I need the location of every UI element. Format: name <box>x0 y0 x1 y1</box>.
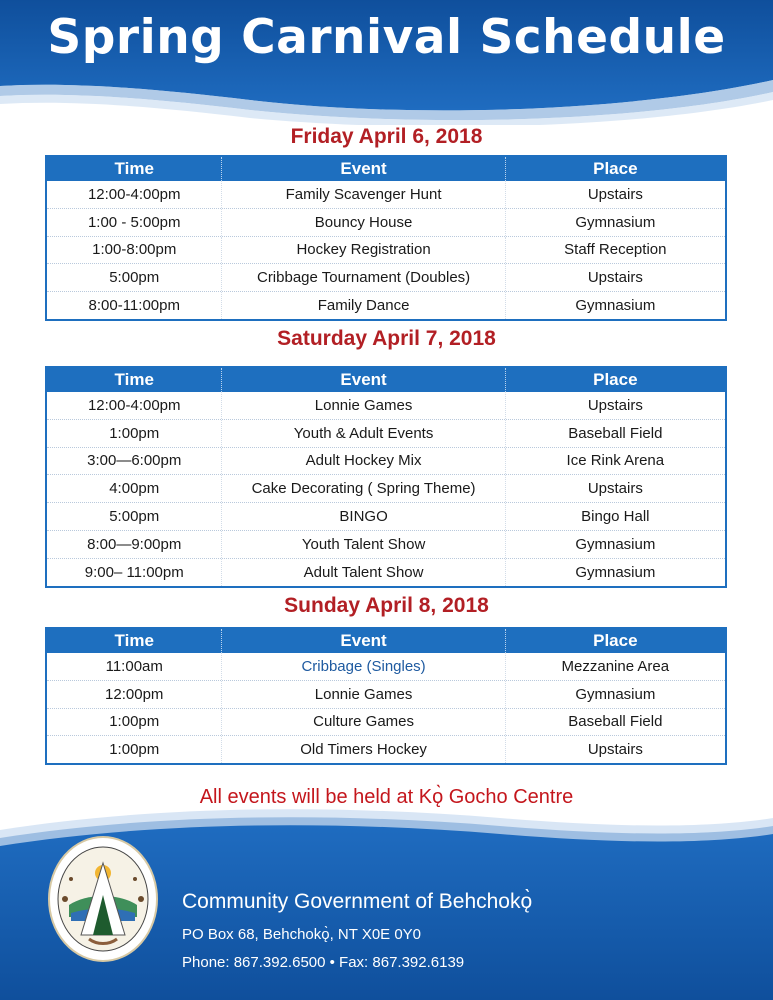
table-row <box>47 292 725 319</box>
cell-place: Upstairs <box>505 181 725 208</box>
cell-place: Gymnasium <box>505 531 725 558</box>
table-header <box>47 157 725 181</box>
table-row <box>47 503 725 531</box>
cell-time: 5:00pm <box>109 508 160 526</box>
cell-place: Gymnasium <box>505 681 725 708</box>
cell-time: 8:00-11:00pm <box>88 297 180 315</box>
venue-notice: All events will be held at Kǫ̀ Gocho Centre <box>199 786 574 808</box>
col-place: Place <box>505 157 725 181</box>
day-heading-saturday: Saturday April 7, 2018 <box>277 327 496 350</box>
table-row <box>47 653 725 681</box>
cell-time: 12:00-4:00pm <box>87 185 181 203</box>
cell-place: Baseball Field <box>505 709 725 736</box>
schedule-table-friday <box>45 155 727 321</box>
cell-place: Bingo Hall <box>505 503 725 530</box>
page-title: Spring Carnival Schedule <box>47 10 726 65</box>
community-logo-icon <box>47 835 159 963</box>
cell-time: 12:00pm <box>105 685 164 703</box>
cell-place: Ice Rink Arena <box>505 448 725 475</box>
col-event: Event <box>221 629 504 653</box>
cell-time: 4:00pm <box>109 480 160 498</box>
cell-time: 1:00pm <box>109 713 160 731</box>
cell-event: Youth Talent Show <box>221 531 504 558</box>
table-row <box>47 709 725 737</box>
table-row <box>47 681 725 709</box>
cell-time: 1:00 - 5:00pm <box>87 213 181 231</box>
col-time: Time <box>114 159 154 178</box>
cell-time: 1:00pm <box>109 741 160 759</box>
col-event: Event <box>221 368 504 392</box>
table-row <box>47 181 725 209</box>
cell-event: Adult Talent Show <box>221 559 504 586</box>
cell-event: Lonnie Games <box>221 392 504 419</box>
cell-event: BINGO <box>221 503 504 530</box>
cell-time: 12:00-4:00pm <box>87 396 181 414</box>
cell-event: Family Dance <box>221 292 504 319</box>
table-row <box>47 237 725 265</box>
col-time: Time <box>114 370 154 389</box>
table-row <box>47 531 725 559</box>
cell-time: 3:00—6:00pm <box>87 452 182 470</box>
cell-place: Upstairs <box>505 392 725 419</box>
header-banner <box>0 0 773 125</box>
cell-place: Upstairs <box>505 475 725 502</box>
cell-event: Youth & Adult Events <box>221 420 504 447</box>
cell-place: Staff Reception <box>505 237 725 264</box>
cell-place: Gymnasium <box>505 292 725 319</box>
cell-time: 1:00pm <box>109 424 160 442</box>
cell-event: Bouncy House <box>221 209 504 236</box>
cell-time: 9:00– 11:00pm <box>84 563 184 581</box>
col-event: Event <box>221 157 504 181</box>
org-name: Community Government of Behchokǫ̀ <box>182 890 533 913</box>
cell-place: Baseball Field <box>505 420 725 447</box>
cell-time: 1:00-8:00pm <box>92 241 177 259</box>
table-header <box>47 629 725 653</box>
table-row <box>47 209 725 237</box>
cell-place: Gymnasium <box>505 559 725 586</box>
cell-event: Cribbage Tournament (Doubles) <box>221 264 504 291</box>
cell-event: Hockey Registration <box>221 237 504 264</box>
cell-event: Family Scavenger Hunt <box>221 181 504 208</box>
cell-place: Mezzanine Area <box>505 653 725 680</box>
cell-time: 8:00—9:00pm <box>87 535 182 553</box>
cell-place: Gymnasium <box>505 209 725 236</box>
table-row <box>47 392 725 420</box>
table-row <box>47 448 725 476</box>
table-row <box>47 736 725 763</box>
col-place: Place <box>505 368 725 392</box>
org-phone: Phone: 867.392.6500 • Fax: 867.392.6139 <box>182 954 465 971</box>
table-row <box>47 264 725 292</box>
cell-place: Upstairs <box>505 264 725 291</box>
table-row <box>47 475 725 503</box>
cell-event: Culture Games <box>221 709 504 736</box>
cell-time: 5:00pm <box>109 269 160 287</box>
day-heading-sunday: Sunday April 8, 2018 <box>284 594 489 617</box>
col-time: Time <box>114 631 154 650</box>
day-heading-friday: Friday April 6, 2018 <box>290 125 483 148</box>
cell-event: Cake Decorating ( Spring Theme) <box>221 475 504 502</box>
org-address: PO Box 68, Behchokǫ̀, NT X0E 0Y0 <box>182 926 422 943</box>
table-header <box>47 368 725 392</box>
schedule-table-saturday <box>45 366 727 588</box>
cell-place: Upstairs <box>505 736 725 763</box>
cell-event: Adult Hockey Mix <box>221 448 504 475</box>
cell-event: Old Timers Hockey <box>221 736 504 763</box>
table-row <box>47 420 725 448</box>
cell-time: 11:00am <box>105 657 163 675</box>
col-place: Place <box>505 629 725 653</box>
cell-event: Lonnie Games <box>221 681 504 708</box>
schedule-table-sunday <box>45 627 727 765</box>
table-row <box>47 559 725 586</box>
cell-event: Cribbage (Singles) <box>221 653 504 680</box>
